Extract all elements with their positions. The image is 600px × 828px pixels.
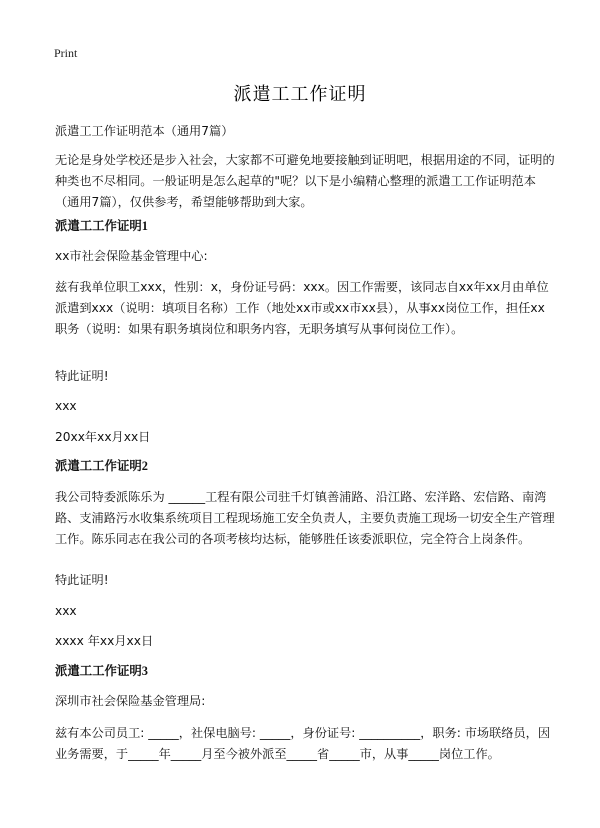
page-title: 派遣工工作证明 [233, 84, 367, 105]
section-1-date: 20xx年xx月xx日 [55, 430, 151, 444]
document-subtitle: 派遣工工作证明范本（通用7篇） [55, 124, 234, 138]
section-3-body: 兹有本公司员工: _____，社保电脑号: _____，身份证号: __________，职务: 市场联络员，因业务需要，于_____年_____月至今被外派至_____省_____市，从事_____岗位工作。 [55, 726, 551, 761]
intro-paragraph: 无论是身处学校还是步入社会，大家都不可避免地要接触到证明吧，根据用途的不同，证明的种类也不尽相同。一般证明是怎么起草的"呢？以下是小编精心整理的派遣工工作证明范本（通用7篇），仅供参考，希望能够帮助到大家。 [55, 153, 555, 209]
section-3-heading: 派遣工工作证明3 [55, 664, 148, 678]
section-1-addressee: xx市社会保险基金管理中心: [55, 249, 208, 263]
section-2-heading: 派遣工工作证明2 [55, 459, 148, 473]
section-2-closing: 特此证明! [55, 573, 109, 587]
section-1-signature: xxx [55, 399, 77, 413]
section-3-addressee: 深圳市社会保险基金管理局: [55, 694, 206, 708]
section-1-heading: 派遣工工作证明1 [55, 219, 148, 233]
section-2-body: 我公司特委派陈乐为 ______工程有限公司驻千灯镇善浦路、沿江路、宏洋路、宏信路、南湾路、支浦路污水收集系统项目工程现场施工安全负责人，主要负责施工现场一切安全生产管理工作。陈乐同志在我公司的各项考核均达标，能够胜任该委派职位，完全符合上岗条件。 [55, 490, 555, 546]
section-2-signature: xxx [55, 604, 77, 618]
section-1-closing: 特此证明! [55, 369, 109, 383]
section-1-body: 兹有我单位职工xxx，性别：x，身份证号码：xxx。因工作需要，该同志自xx年xx月由单位派遣到xxx（说明：填项目名称）工作（地处xx市或xx市xx县），从事xx岗位工作，担任xx职务（说明：如果有职务填岗位和职务内容，无职务填写从事何岗位工作）。 [55, 280, 549, 336]
print-link[interactable]: Print [54, 46, 78, 60]
section-2-date: xxxx 年xx月xx日 [55, 634, 154, 648]
